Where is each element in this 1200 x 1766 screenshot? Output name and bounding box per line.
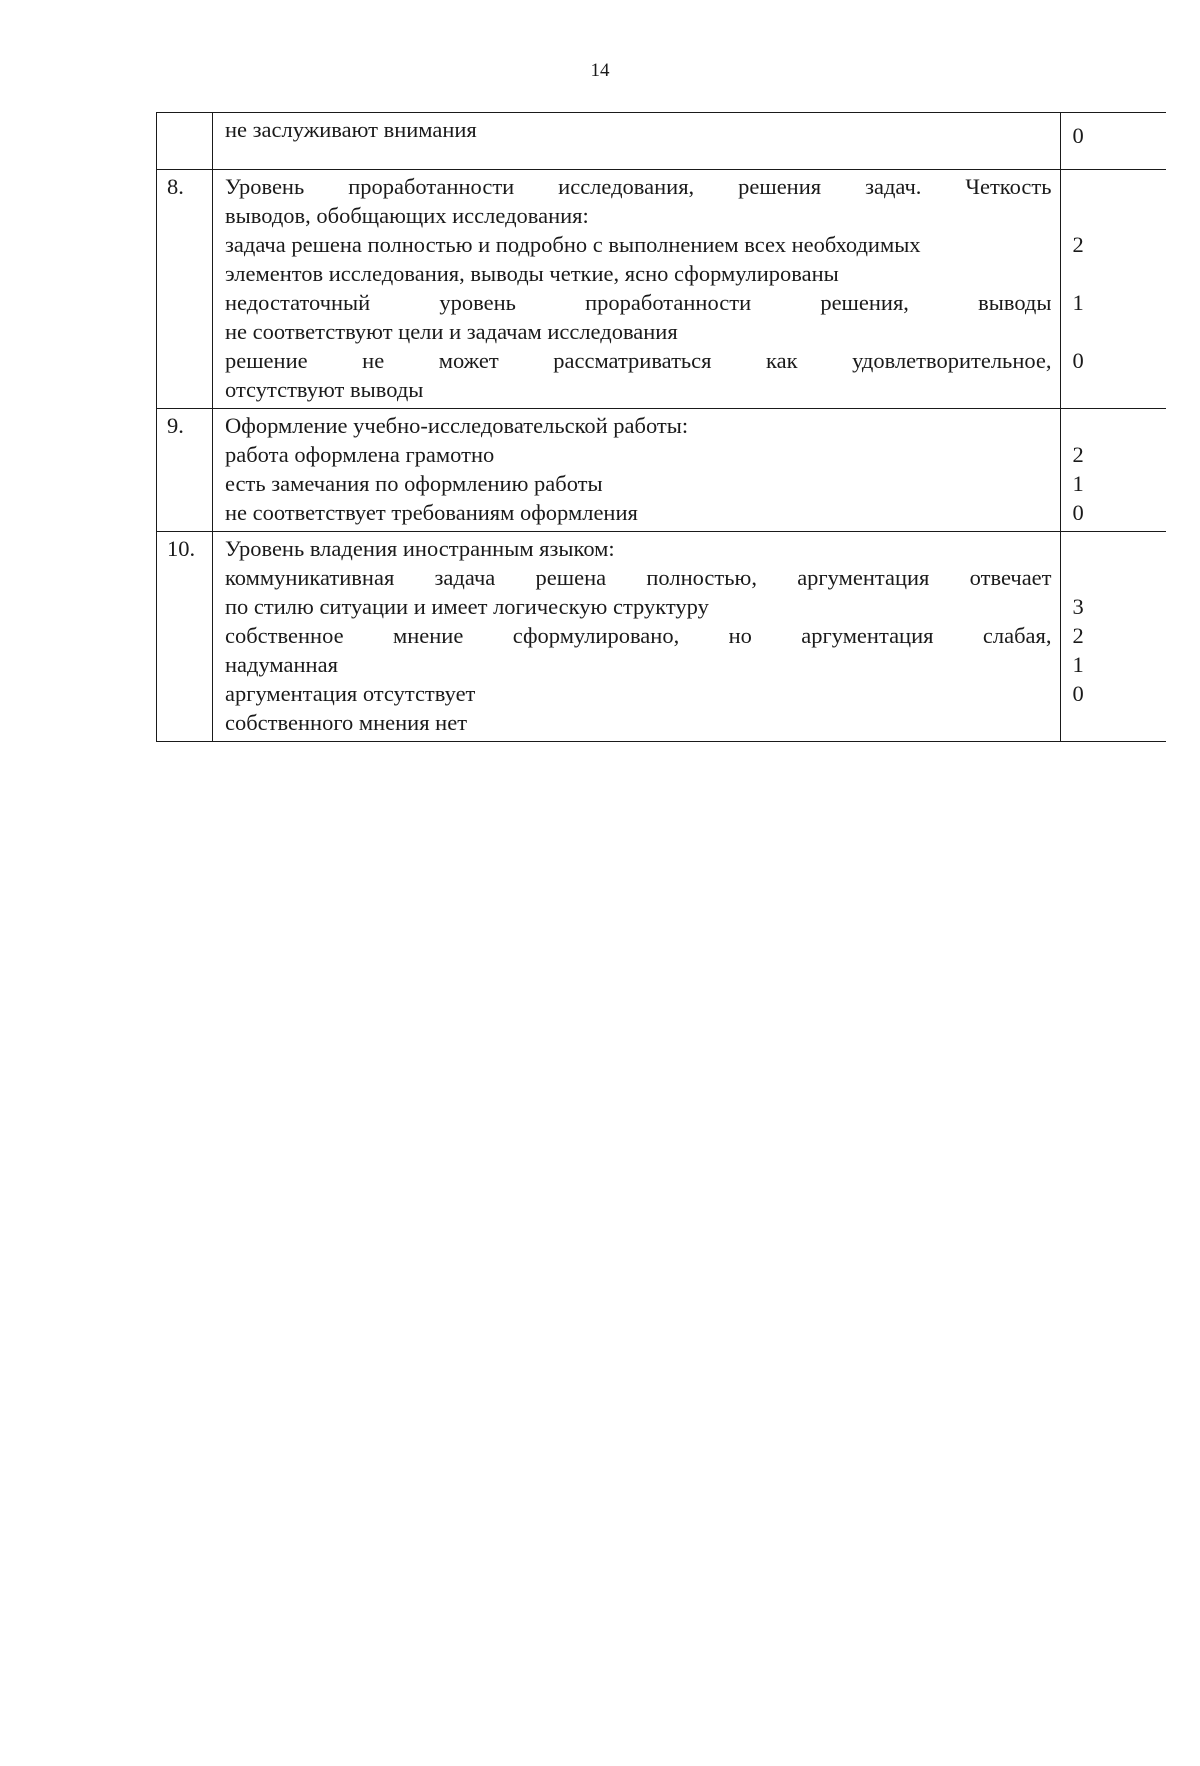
description-line: коммуникативная задача решена полностью, аргументация отвечает [225,565,1052,590]
score-value: 0 [1072,348,1084,373]
score-value [1073,534,1167,563]
score-value [1073,259,1167,288]
score-cell [1060,532,1166,742]
criterion-description [213,532,1061,742]
score-value [1073,317,1167,346]
score-value: 2 [1072,232,1084,257]
description-line: собственного мнения нет [225,710,468,735]
score-cell [1060,113,1166,170]
score-value: 3 [1072,594,1084,619]
score-value [1073,375,1167,404]
score-value: 0 [1072,123,1084,148]
table-row [157,532,1167,742]
description-line: Оформление учебно-исследовательской работы: [225,413,689,438]
table-row [157,170,1167,409]
description-line: не соответствуют цели и задачам исследования [225,319,678,344]
criterion-description [213,113,1061,170]
score-cell [1060,409,1166,532]
score-value: 0 [1072,500,1084,525]
score-value [1073,172,1167,201]
description-line: аргументация отсутствует [225,681,476,706]
score-value: 2 [1072,442,1084,467]
criterion-number: 10. [157,532,213,742]
score-cell [1060,170,1166,409]
description-line: Уровень владения иностранным языком: [225,536,615,561]
table-row [157,409,1167,532]
score-value [1073,201,1167,230]
description-line: задача решена полностью и подробно с выполнением всех необходимых [225,232,921,257]
score-value: 1 [1072,471,1084,496]
criterion-description [213,170,1061,409]
description-line: по стилю ситуации и имеет логическую структуру [225,594,709,619]
description-line: надуманная [225,652,338,677]
description-line: не соответствует требованиям оформления [225,500,638,525]
score-value: 2 [1072,623,1084,648]
description-line: собственное мнение сформулировано, но аргументация слабая, [225,623,1052,648]
score-value: 0 [1072,681,1084,706]
table-row [157,113,1167,170]
description-line: элементов исследования, выводы четкие, ясно сформулированы [225,261,839,286]
description-line: выводов, обобщающих исследования: [225,203,589,228]
description-line: не заслуживают внимания [225,117,477,142]
score-value [1073,411,1167,440]
criteria-table [156,112,1166,742]
description-line: Уровень проработанности исследования, решения задач. Четкость [225,174,1052,199]
page-number: 14 [590,60,610,81]
description-line: работа оформлена грамотно [225,442,495,467]
score-value [1073,563,1167,592]
description-line: отсутствуют выводы [225,377,424,402]
description-line: решение не может рассматриваться как удовлетворительное, [225,348,1052,373]
score-value [1073,708,1167,737]
criterion-number: 8. [157,170,213,409]
score-value: 1 [1072,290,1084,315]
criterion-description [213,409,1061,532]
description-line: недостаточный уровень проработанности решения, выводы [225,290,1052,315]
description-line: есть замечания по оформлению работы [225,471,603,496]
score-value: 1 [1072,652,1084,677]
criterion-number [157,113,213,170]
criterion-number: 9. [157,409,213,532]
